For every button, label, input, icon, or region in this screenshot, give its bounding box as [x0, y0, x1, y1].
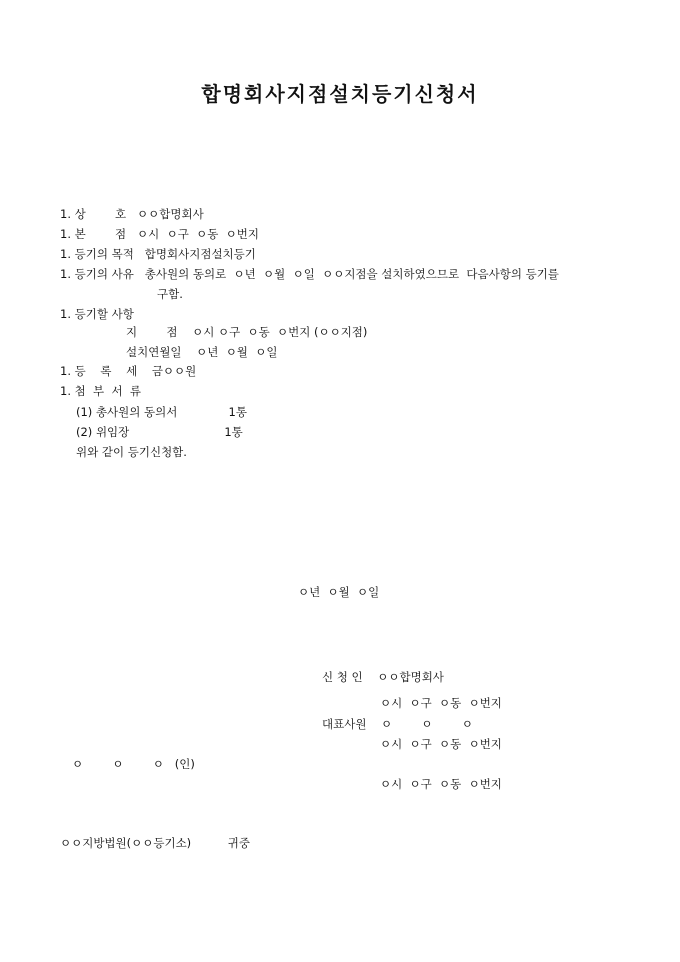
representative-address: ㅇ시 ㅇ구 ㅇ동 ㅇ번지	[380, 737, 502, 751]
court-addressee: ㅇㅇ지방법원(ㅇㅇ등기소) 귀중	[60, 836, 250, 850]
matter-established-date: 설치연월일 ㅇ년 ㅇ월 ㅇ일	[126, 345, 278, 359]
item-attachments-heading: 1. 첨 부 서 류	[60, 384, 141, 398]
agent-address: ㅇ시 ㅇ구 ㅇ동 ㅇ번지	[380, 777, 502, 791]
agent-signature: ㅇ ㅇ ㅇ (인)	[72, 757, 195, 771]
document-title: 합명회사지점설치등기신청서	[201, 82, 479, 106]
item-head-office: 1. 본 점 ㅇ시 ㅇ구 ㅇ동 ㅇ번지	[60, 227, 259, 241]
application-date: ㅇ년 ㅇ월 ㅇ일	[298, 585, 380, 599]
item-trade-name: 1. 상 호 ㅇㅇ합명회사	[60, 207, 204, 221]
item-reason: 1. 등기의 사유 총사원의 동의로 ㅇ년 ㅇ월 ㅇ일 ㅇㅇ지점을 설치하였으므로 다음사항의 등기를	[60, 267, 559, 281]
item-registration-tax: 1. 등 록 세 금ㅇㅇ원	[60, 364, 197, 378]
closing-statement: 위와 같이 등기신청함.	[76, 445, 187, 459]
applicant-name: 신 청 인 ㅇㅇ합명회사	[322, 670, 444, 684]
applicant-address: ㅇ시 ㅇ구 ㅇ동 ㅇ번지	[380, 696, 502, 710]
item-reason-continued: 구함.	[157, 287, 183, 301]
item-purpose: 1. 등기의 목적 합명회사지점설치등기	[60, 247, 256, 261]
attachment-consent: (1) 총사원의 동의서 1통	[76, 405, 247, 419]
attachment-power-of-attorney: (2) 위임장 1통	[76, 425, 243, 439]
representative-partner: 대표사원 ㅇ ㅇ ㅇ	[322, 717, 473, 731]
matter-branch: 지 점 ㅇ시 ㅇ구 ㅇ동 ㅇ번지 (ㅇㅇ지점)	[126, 325, 368, 339]
item-matters-heading: 1. 등기할 사항	[60, 307, 134, 321]
